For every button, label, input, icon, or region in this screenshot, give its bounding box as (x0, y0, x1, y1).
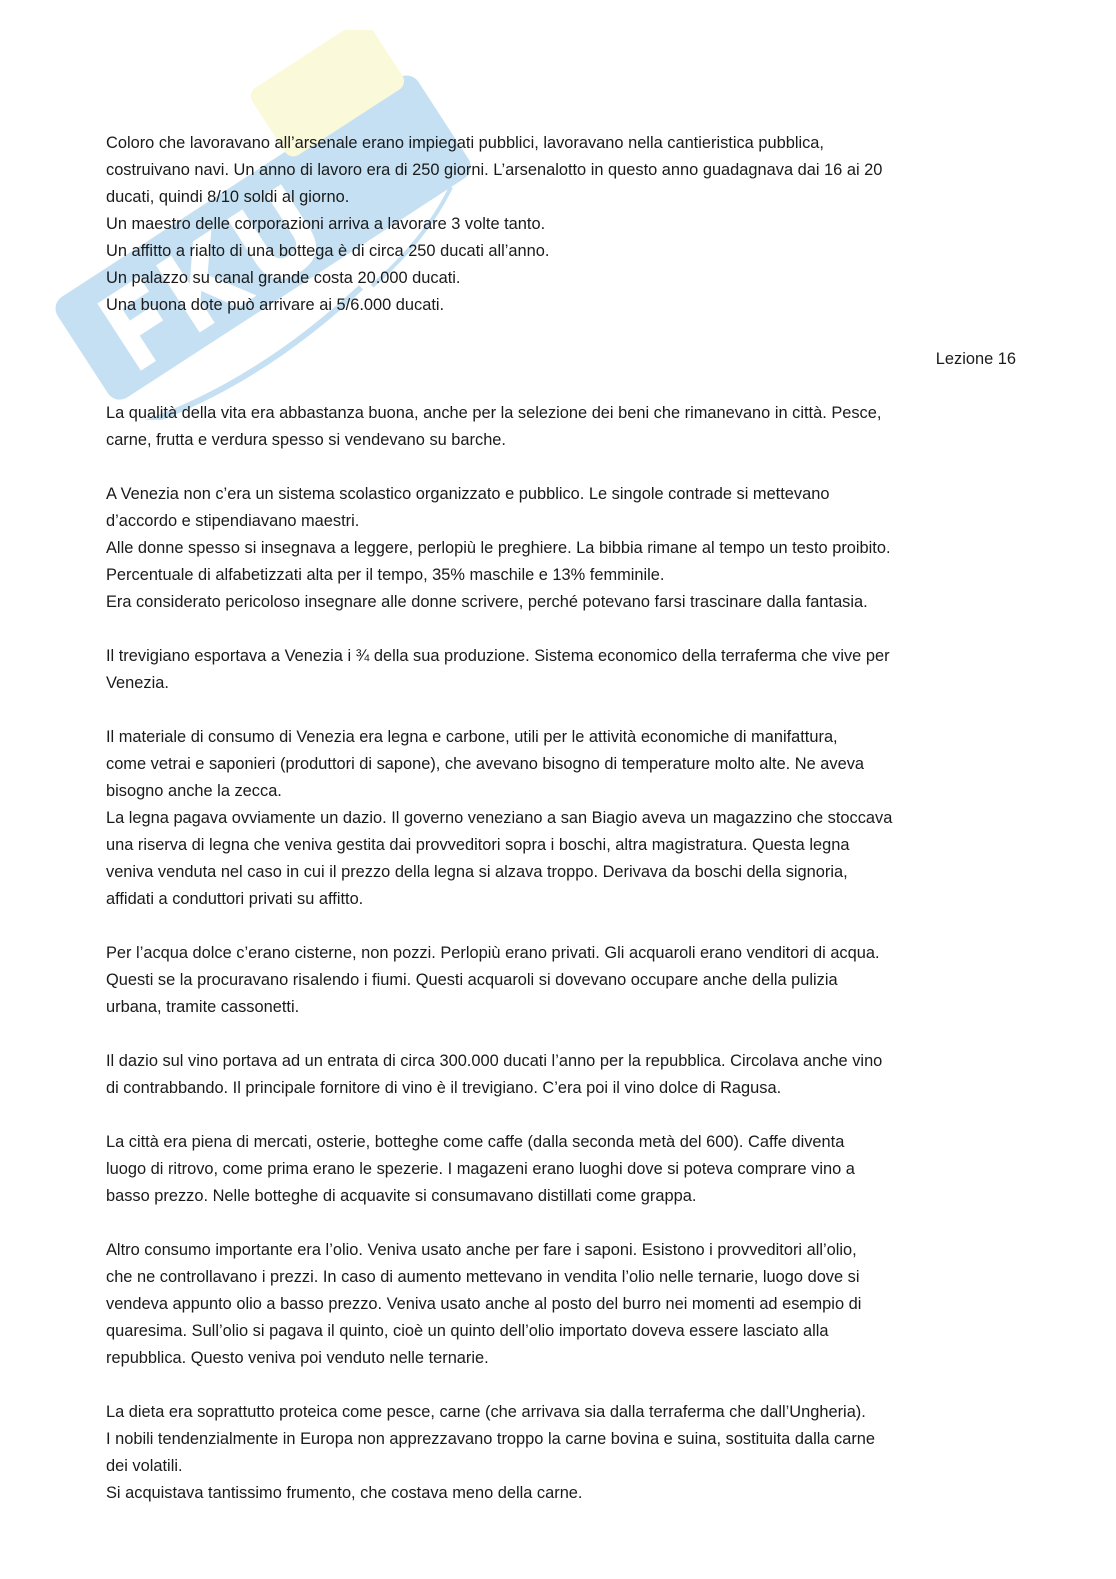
paragraph-mercati (106, 1129, 1016, 1210)
text-line: I nobili tendenzialmente in Europa non apprezzavano troppo la carne bovina e suina, sostituita dalla carne (106, 1430, 876, 1448)
text-line: La qualità della vita era abbastanza buona, anche per la selezione dei beni che rimanevano in città. Pesce, (106, 404, 882, 422)
text-line: Il dazio sul vino portava ad un entrata di circa 300.000 ducati l’anno per la repubblica. Circolava anche vino (106, 1052, 883, 1070)
text-line: Un palazzo su canal grande costa 20.000 ducati. (106, 269, 461, 287)
text-line: La legna pagava ovviamente un dazio. Il governo veneziano a san Biagio aveva un magazzino che stoccava (106, 809, 893, 827)
text-line: Percentuale di alfabetizzati alta per il tempo, 35% maschile e 13% femminile. (106, 566, 665, 584)
text-line: Una buona dote può arrivare ai 5/6.000 ducati. (106, 296, 445, 314)
text-line: dei volatili. (106, 1457, 183, 1475)
text-line: La dieta era soprattutto proteica come pesce, carne (che arrivava sia dalla terraferma che dall’Ungheria). (106, 1403, 866, 1421)
text-line: Alle donne spesso si insegnava a leggere, perlopiù le preghiere. La bibbia rimane al tempo un testo proibito. (106, 539, 891, 557)
paragraph-acqua (106, 940, 1016, 1021)
text-line: affidati a conduttori privati su affitto. (106, 890, 364, 908)
text-line: Coloro che lavoravano all’arsenale erano impiegati pubblici, lavoravano nella cantieristica pubblica, (106, 134, 824, 152)
document-body (106, 130, 1016, 1534)
text-line: una riserva di legna che veniva gestita dai provveditori sopra i boschi, altra magistratura. Questa legna (106, 836, 850, 854)
paragraph-scuola (106, 481, 1016, 616)
paragraph-lezione (106, 346, 1016, 373)
text-line: Questi se la procuravano risalendo i fiumi. Questi acquaroli si dovevano occupare anche della pulizia (106, 971, 838, 989)
text-line: Un maestro delle corporazioni arriva a lavorare 3 volte tanto. (106, 215, 546, 233)
text-line: che ne controllavano i prezzi. In caso di aumento mettevano in vendita l’olio nelle ternarie, luogo dove si (106, 1268, 860, 1286)
text-line: Altro consumo importante era l’olio. Veniva usato anche per fare i saponi. Esistono i provveditori all’olio, (106, 1241, 857, 1259)
text-line: luogo di ritrovo, come prima erano le spezerie. I magazeni erano luoghi dove si poteva comprare vino a (106, 1160, 855, 1178)
paragraph-arsenale (106, 130, 1016, 319)
text-line: basso prezzo. Nelle botteghe di acquavite si consumavano distillati come grappa. (106, 1187, 697, 1205)
paragraph-vino (106, 1048, 1016, 1102)
text-line: La città era piena di mercati, osterie, botteghe come caffe (dalla seconda metà del 600). Caffe diventa (106, 1133, 845, 1151)
text-line: A Venezia non c’era un sistema scolastico organizzato e pubblico. Le singole contrade si mettevano (106, 485, 830, 503)
text-line: di contrabbando. Il principale fornitore di vino è il trevigiano. C’era poi il vino dolce di Ragusa. (106, 1079, 782, 1097)
text-line: Un affitto a rialto di una bottega è di circa 250 ducati all’anno. (106, 242, 550, 260)
paragraph-dieta (106, 1399, 1016, 1507)
paragraph-qualita-vita (106, 400, 1016, 454)
text-line: costruivano navi. Un anno di lavoro era di 250 giorni. L’arsenalotto in questo anno guadagnava dai 16 ai 20 (106, 161, 883, 179)
text-line: Il trevigiano esportava a Venezia i ¾ della sua produzione. Sistema economico della terraferma che vive per (106, 647, 890, 665)
text-line: urbana, tramite cassonetti. (106, 998, 300, 1016)
text-line: d’accordo e stipendiavano maestri. (106, 512, 360, 530)
text-line: Era considerato pericoloso insegnare alle donne scrivere, perché potevano farsi trascinare dalla fantasia. (106, 593, 868, 611)
text-line: Si acquistava tantissimo frumento, che costava meno della carne. (106, 1484, 583, 1502)
text-line: quaresima. Sull’olio si pagava il quinto, cioè un quinto dell’olio importato doveva essere lasciato alla (106, 1322, 829, 1340)
text-line: Il materiale di consumo di Venezia era legna e carbone, utili per le attività economiche di manifattura, (106, 728, 838, 746)
paragraph-trevigiano (106, 643, 1016, 697)
text-line: vendeva appunto olio a basso prezzo. Veniva usato anche al posto del burro nei momenti ad esempio di (106, 1295, 862, 1313)
text-line: Venezia. (106, 674, 169, 692)
paragraph-legna (106, 724, 1016, 913)
lesson-heading: Lezione 16 (935, 350, 1016, 368)
text-line: bisogno anche la zecca. (106, 782, 282, 800)
text-line: Per l’acqua dolce c’erano cisterne, non pozzi. Perlopiù erano privati. Gli acquaroli erano venditori di acqua. (106, 944, 880, 962)
text-line: veniva venduta nel caso in cui il prezzo della legna si alzava troppo. Derivava da boschi della signoria, (106, 863, 848, 881)
paragraph-olio (106, 1237, 1016, 1372)
text-line: repubblica. Questo veniva poi venduto nelle ternarie. (106, 1349, 489, 1367)
text-line: ducati, quindi 8/10 soldi al giorno. (106, 188, 350, 206)
text-line: come vetrai e saponieri (produttori di sapone), che avevano bisogno di temperature molto alte. Ne aveva (106, 755, 865, 773)
text-line: carne, frutta e verdura spesso si vendevano su barche. (106, 431, 506, 449)
